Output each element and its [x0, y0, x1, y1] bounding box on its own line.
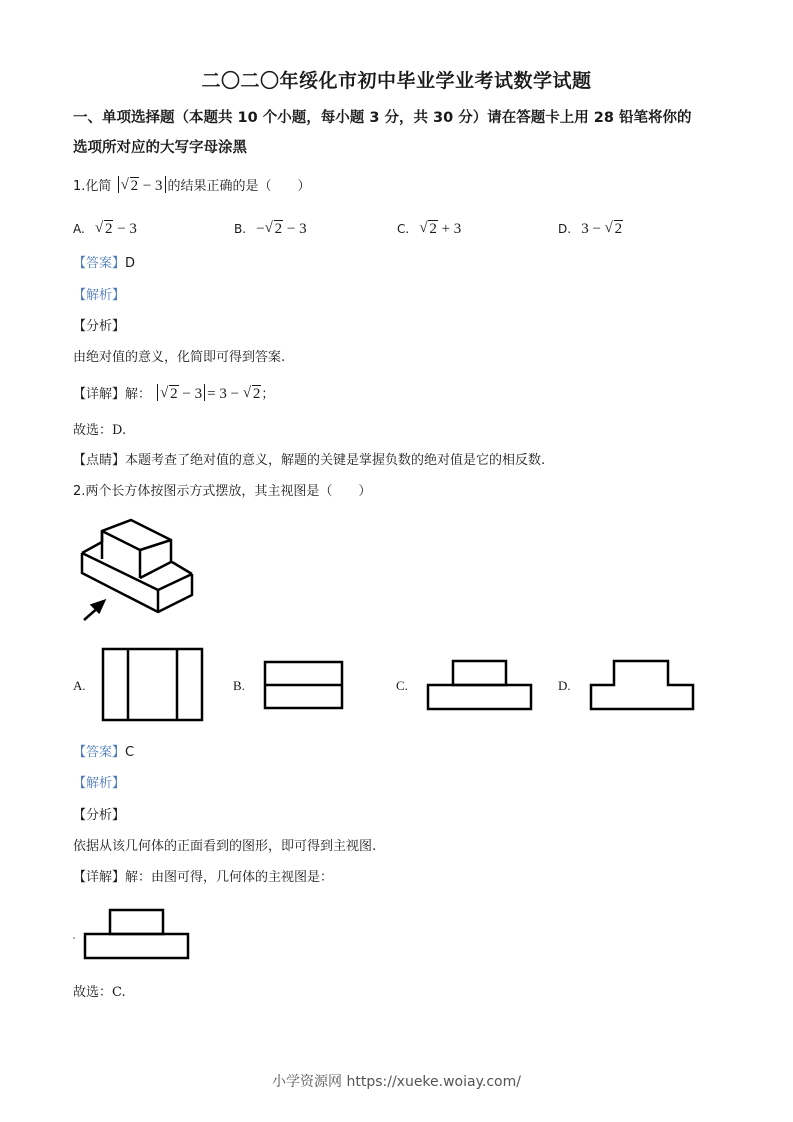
comment-tag: 【点睛】 — [73, 453, 126, 468]
section-heading-line1: 一、单项选择题（本题共 10 个小题，每小题 3 分，共 30 分）请在答题卡上用 28 铅笔将你的 — [73, 110, 692, 126]
q1-analysis-tag: 【解析】 — [73, 288, 126, 303]
comment-text: 本题考查了绝对值的意义，解题的关键是掌握负数的绝对值是它的相反数. — [125, 453, 546, 468]
option-c-expr: √ 2 + 3 — [419, 221, 461, 237]
option-b-expr: − √ 2 − 3 — [256, 221, 306, 237]
option-a-expr: √ 2 − 3 — [95, 221, 137, 237]
answer-tag: 【答案】 — [73, 256, 126, 271]
document-title: 二〇二〇年绥化市初中毕业学业考试数学试题 — [201, 70, 592, 92]
stem-expression: √ 2 − 3 — [116, 178, 168, 194]
q2-fenxi-text: 依据从该几何体的正面看到的图形，即可得到主视图. — [73, 839, 377, 854]
answer-value: D — [125, 256, 136, 271]
q1-fenxi-tag: 【分析】 — [73, 319, 126, 334]
stem-text: 两个长方体按图示方式摆放，其主视图是（ ） — [85, 484, 372, 499]
answer-value: C — [125, 745, 135, 760]
detail-suffix: ； — [261, 387, 275, 402]
option-c: C. √ 2 + 3 — [397, 220, 461, 239]
stem-prefix: 化简 — [85, 179, 112, 194]
q2-option-a-label: A. — [73, 678, 86, 693]
option-d: D. 3 − √ 2 — [558, 220, 623, 239]
detail-text: 解：由图可得，几何体的主视图是： — [125, 870, 334, 885]
q2-conclusion: 故选：C. — [73, 985, 126, 1000]
q2-fenxi-tag: 【分析】 — [73, 808, 126, 823]
q1-fenxi-text: 由绝对值的意义，化简即可得到答案. — [73, 350, 286, 365]
q1-conclusion: 故选：D. — [73, 423, 127, 438]
detail-tag: 【详解】 — [73, 870, 126, 885]
q2-option-c-label: C. — [396, 678, 408, 693]
option-d-expr: 3 − √ 2 — [581, 221, 623, 237]
question-number: 1. — [73, 179, 86, 194]
stem-suffix: 的结果正确的是（ ） — [167, 179, 311, 194]
question-number: 2. — [73, 484, 86, 499]
q2-option-b-label: B. — [233, 678, 245, 693]
footer-watermark: 小学资源网 https://xueke.woiay.com/ — [272, 1074, 521, 1090]
option-a: A. √ 2 − 3 — [73, 220, 137, 239]
q2-analysis-tag: 【解析】 — [73, 776, 126, 791]
detail-prefix: 解： — [125, 387, 152, 402]
detail-expression: √ 2 − 3 = 3 − √ 2 — [155, 386, 261, 402]
q2-option-d-label: D. — [558, 678, 571, 693]
section-heading-line2: 选项所对应的大写字母涂黑 — [73, 140, 247, 156]
detail-tag: 【详解】 — [73, 387, 126, 402]
option-b: B. − √ 2 − 3 — [234, 220, 307, 239]
answer-tag: 【答案】 — [73, 745, 126, 760]
